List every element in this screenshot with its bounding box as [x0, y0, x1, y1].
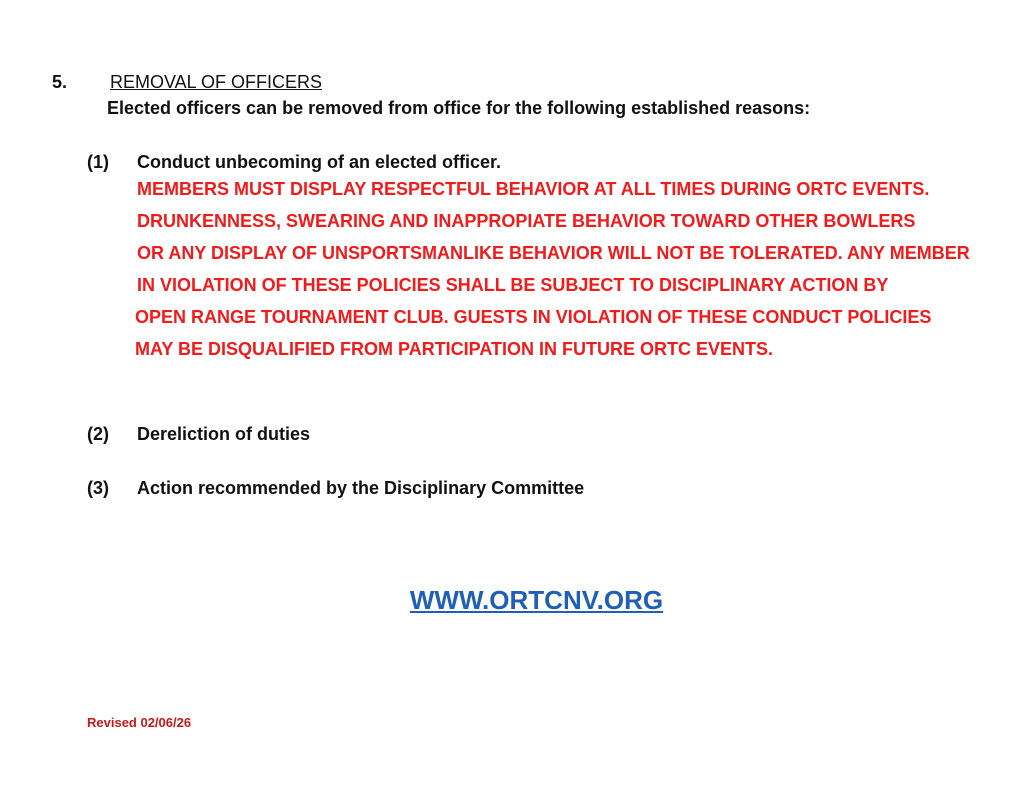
list-item-1-number: (1) [87, 152, 109, 172]
revised-date: Revised 02/06/26 [87, 715, 192, 730]
policy-line-4: IN VIOLATION OF THESE POLICIES SHALL BE SUBJECT TO DISCIPLINARY ACTION BY [137, 275, 889, 295]
section-number: 5. [52, 72, 68, 92]
policy-line-3: OR ANY DISPLAY OF UNSPORTSMANLIKE BEHAVIOR WILL NOT BE TOLERATED. ANY MEMBER [137, 243, 970, 263]
website-link[interactable]: WWW.ORTCNV.ORG [409, 585, 664, 615]
section-intro: Elected officers can be removed from office for the following established reasons: [107, 98, 811, 118]
policy-line-2: DRUNKENNESS, SWEARING AND INAPPROPIATE BEHAVIOR TOWARD OTHER BOWLERS [137, 211, 916, 231]
policy-line-5: OPEN RANGE TOURNAMENT CLUB. GUESTS IN VIOLATION OF THESE CONDUCT POLICIES [135, 307, 932, 327]
list-item-3-text: Action recommended by the Disciplinary Committee [137, 478, 585, 498]
policy-line-1: MEMBERS MUST DISPLAY RESPECTFUL BEHAVIOR AT ALL TIMES DURING ORTC EVENTS. [137, 179, 930, 199]
list-item-1-text: Conduct unbecoming of an elected officer. [137, 152, 502, 172]
list-item-2-text: Dereliction of duties [137, 424, 311, 444]
list-item-3-number: (3) [87, 478, 109, 498]
list-item-2-number: (2) [87, 424, 109, 444]
section-title: REMOVAL OF OFFICERS [110, 72, 323, 92]
policy-line-6: MAY BE DISQUALIFIED FROM PARTICIPATION IN FUTURE ORTC EVENTS. [135, 339, 774, 359]
